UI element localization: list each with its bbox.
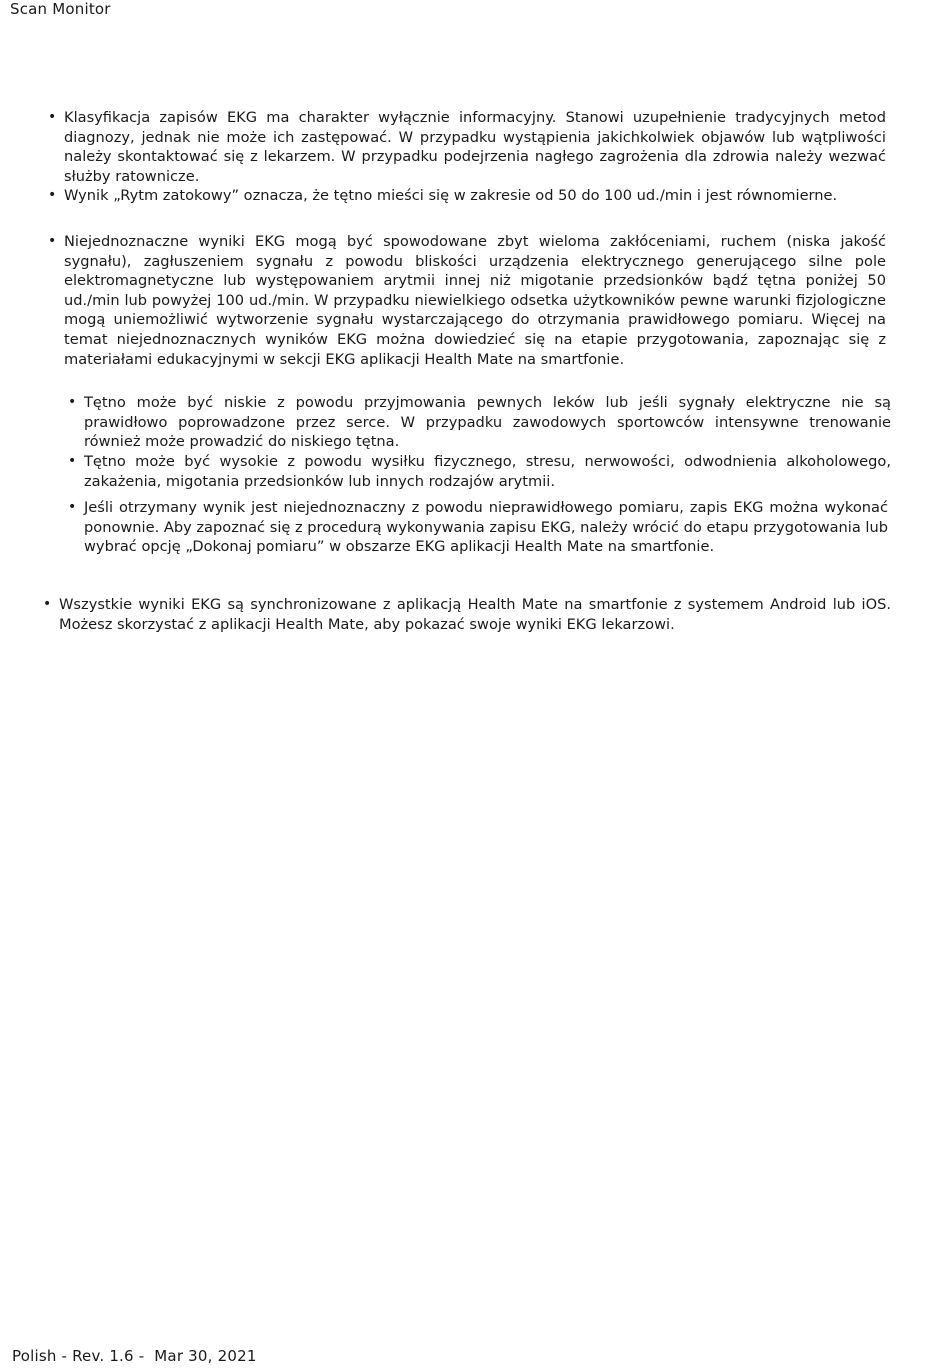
bullet-marker: • [68, 453, 77, 469]
sub-list-item [68, 452, 891, 491]
footer-revision: Polish - Rev. 1.6 - Mar 30, 2021 [12, 1347, 257, 1365]
bullet-marker: • [48, 187, 57, 203]
bullet-marker: • [48, 109, 57, 125]
list-item-text: Wszystkie wyniki EKG są synchronizowane z aplikacją Health Mate na smartfonie z systemem Android lub iOS. Możesz skorzystać z aplikacji Health Mate, aby pokazać swoje wyniki EKG lekarzowi. [59, 596, 891, 633]
list-item-text: Tętno może być wysokie z powodu wysiłku fizycznego, stresu, nerwowości, odwodnienia alkoholowego, zakażenia, migotania przedsionków lub innych rodzajów arytmii. [84, 453, 891, 490]
list-item [48, 232, 886, 369]
bullet-marker: • [68, 394, 77, 410]
list-item [48, 186, 886, 206]
list-item [48, 108, 886, 186]
list-item [43, 595, 891, 634]
sub-list-item [68, 498, 888, 557]
list-item-text: Tętno może być niskie z powodu przyjmowania pewnych leków lub jeśli sygnały elektryczne nie są prawidłowo poprowadzone przez serce. W przypadku zawodowych sportowców intensywne trenowanie również może prowadzić do niskiego tętna. [84, 394, 891, 451]
list-item-text: Jeśli otrzymany wynik jest niejednoznaczny z powodu nieprawidłowego pomiaru, zapis EKG można wykonać ponownie. Aby zapoznać się z procedurą wykonywania zapisu EKG, należy wrócić do etapu przygotowania lub wybrać opcję „Dokonaj pomiaru” w obszarze EKG aplikacji Health Mate na smartfonie. [84, 499, 888, 556]
bullet-marker: • [43, 596, 52, 612]
sub-list-item [68, 393, 891, 452]
bullet-marker: • [48, 233, 57, 249]
list-item-text: Niejednoznaczne wyniki EKG mogą być spowodowane zbyt wieloma zakłóceniami, ruchem (niska jakość sygnału), zagłuszeniem sygnału z powodu bliskości urządzenia elektrycznego generującego silne pole elektromagnetyczne lub występowaniem arytmii innej niż migotanie przedsionków bądź tętna poniżej 50 ud./min lub powyżej 100 ud./min. W przypadku niewielkiego odsetka użytkowników pewne warunki fizjologiczne mogą uniemożliwić wytworzenie sygnału wystarczającego do otrzymania prawidłowego pomiaru. Więcej na temat niejednoznacznych wyników EKG można dowiedzieć się na etapie przygotowania, zapoznając się z materiałami edukacyjnymi w sekcji EKG aplikacji Health Mate na smartfonie. [64, 233, 886, 368]
list-item-text: Wynik „Rytm zatokowy” oznacza, że tętno mieści się w zakresie od 50 do 100 ud./min i jest równomierne. [64, 187, 838, 204]
bullet-marker: • [68, 499, 77, 515]
document-title: Scan Monitor [10, 0, 111, 18]
list-item-text: Klasyfikacja zapisów EKG ma charakter wyłącznie informacyjny. Stanowi uzupełnienie tradycyjnych metod diagnozy, jednak nie może ich zastępować. W przypadku wystąpienia jakichkolwiek objawów lub wątpliwości należy skontaktować się z lekarzem. W przypadku podejrzenia nagłego zagrożenia dla zdrowia należy wezwać służby ratownicze. [64, 109, 886, 185]
